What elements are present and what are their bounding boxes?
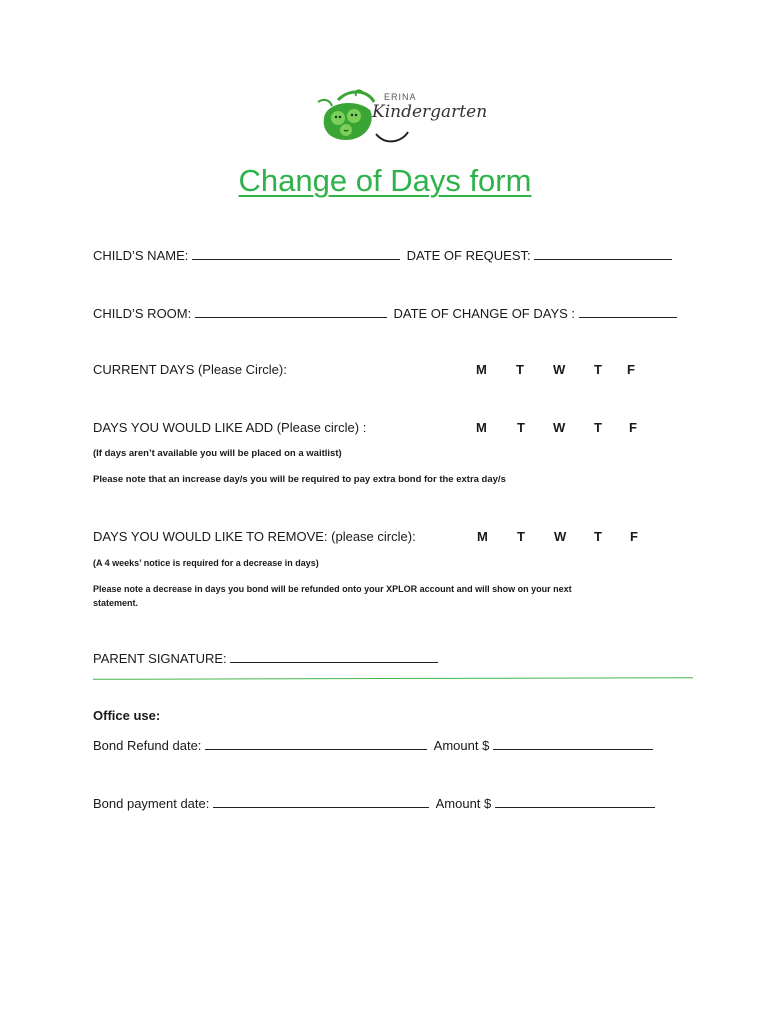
- day-option-tue[interactable]: T: [516, 362, 524, 377]
- day-option-wed[interactable]: W: [553, 420, 566, 435]
- increase-note: Please note that an increase day/s you will be required to pay extra bond for the extra day/s: [93, 474, 506, 485]
- parent-signature-label: PARENT SIGNATURE:: [93, 651, 227, 666]
- notice-note: (A 4 weeks’ notice is required for a decrease in days): [93, 558, 319, 568]
- days-add-label: DAYS YOU WOULD LIKE ADD (Please circle) :: [93, 420, 367, 435]
- day-option-wed[interactable]: W: [554, 529, 567, 544]
- date-of-change-field[interactable]: [579, 305, 677, 318]
- day-option-thu[interactable]: T: [594, 529, 602, 544]
- refund-amount-label: Amount $: [433, 738, 490, 753]
- section-divider: [93, 677, 693, 680]
- parent-signature-field[interactable]: [230, 650, 438, 663]
- day-option-fri[interactable]: F: [627, 362, 635, 377]
- day-option-thu[interactable]: T: [594, 420, 602, 435]
- child-room-label: CHILD’S ROOM:: [93, 306, 192, 321]
- day-option-wed[interactable]: W: [553, 362, 566, 377]
- current-days-label: CURRENT DAYS (Please Circle):: [93, 362, 287, 377]
- day-option-fri[interactable]: F: [629, 420, 637, 435]
- day-option-mon[interactable]: M: [477, 529, 488, 544]
- day-option-mon[interactable]: M: [476, 362, 487, 377]
- day-option-mon[interactable]: M: [476, 420, 487, 435]
- refund-amount-field[interactable]: [493, 737, 653, 750]
- date-of-change-label: DATE OF CHANGE OF DAYS :: [393, 306, 576, 321]
- child-name-label: CHILD’S NAME:: [93, 248, 189, 263]
- page-title: Change of Days form: [238, 163, 532, 198]
- day-option-fri[interactable]: F: [630, 529, 638, 544]
- logo-big-text: Kindergarten: [372, 102, 488, 122]
- day-option-thu[interactable]: T: [594, 362, 602, 377]
- bond-refund-date-field[interactable]: [205, 737, 427, 750]
- payment-amount-field[interactable]: [495, 795, 655, 808]
- logo: [316, 88, 488, 148]
- decrease-note-line2: statement.: [93, 598, 139, 608]
- date-of-request-label: DATE OF REQUEST:: [406, 248, 531, 263]
- bond-refund-date-label: Bond Refund date:: [93, 738, 202, 753]
- logo-small-text: ERINA: [384, 92, 417, 102]
- decrease-note: [93, 582, 572, 610]
- decrease-note-line1: Please note a decrease in days you bond will be refunded onto your XPLOR account and will show on your next: [93, 584, 572, 594]
- days-remove-label: DAYS YOU WOULD LIKE TO REMOVE: (please circle):: [93, 529, 416, 544]
- bond-payment-date-field[interactable]: [213, 795, 429, 808]
- child-room-field[interactable]: [195, 305, 387, 318]
- day-option-tue[interactable]: T: [517, 420, 525, 435]
- date-of-request-field[interactable]: [534, 247, 672, 260]
- child-name-field[interactable]: [192, 247, 400, 260]
- waitlist-note: (If days aren’t available you will be placed on a waitlist): [93, 448, 342, 459]
- bond-payment-date-label: Bond payment date:: [93, 796, 210, 811]
- day-option-tue[interactable]: T: [517, 529, 525, 544]
- office-use-heading: Office use:: [93, 708, 161, 723]
- payment-amount-label: Amount $: [435, 796, 492, 811]
